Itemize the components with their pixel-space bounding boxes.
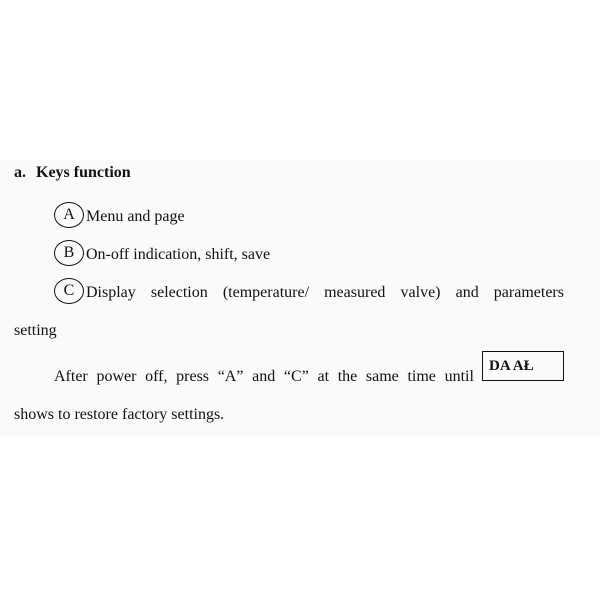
key-item-a: [54, 202, 185, 228]
word: power: [96, 368, 137, 385]
section-title: Keys function: [36, 164, 131, 181]
word: (temperature/: [222, 284, 310, 301]
key-a-description: Menu and page: [86, 208, 185, 225]
display-readout-box: DA AŁ: [482, 351, 564, 381]
key-a-circle-icon: A: [54, 202, 84, 228]
word: Display: [86, 284, 136, 301]
word: and: [252, 368, 276, 385]
word: valve): [400, 284, 441, 301]
word: parameters: [493, 284, 564, 301]
key-c-circle-icon: C: [54, 278, 84, 304]
word: time: [407, 368, 436, 385]
key-c-description: [86, 284, 564, 302]
word: “A”: [217, 368, 244, 385]
word: After: [54, 368, 88, 385]
word: off,: [145, 368, 168, 385]
reset-instruction-continuation: shows to restore factory settings.: [14, 406, 225, 423]
word: the: [337, 368, 358, 385]
key-b-description: On-off indication, shift, save: [86, 246, 271, 263]
word: selection: [150, 284, 208, 301]
section-letter: a.: [14, 164, 26, 181]
word: and: [455, 284, 479, 301]
key-c-description-continuation: setting: [14, 322, 57, 339]
document-section: [0, 160, 600, 436]
word: same: [365, 368, 399, 385]
key-b-circle-icon: B: [54, 240, 84, 266]
key-item-c: [54, 278, 564, 304]
word: “C”: [283, 368, 309, 385]
reset-instruction-line: [54, 368, 474, 386]
word: press: [176, 368, 210, 385]
word: measured: [324, 284, 386, 301]
word: until: [444, 368, 474, 385]
key-item-b: [54, 240, 270, 266]
word: at: [317, 368, 330, 385]
section-heading: [14, 164, 131, 182]
